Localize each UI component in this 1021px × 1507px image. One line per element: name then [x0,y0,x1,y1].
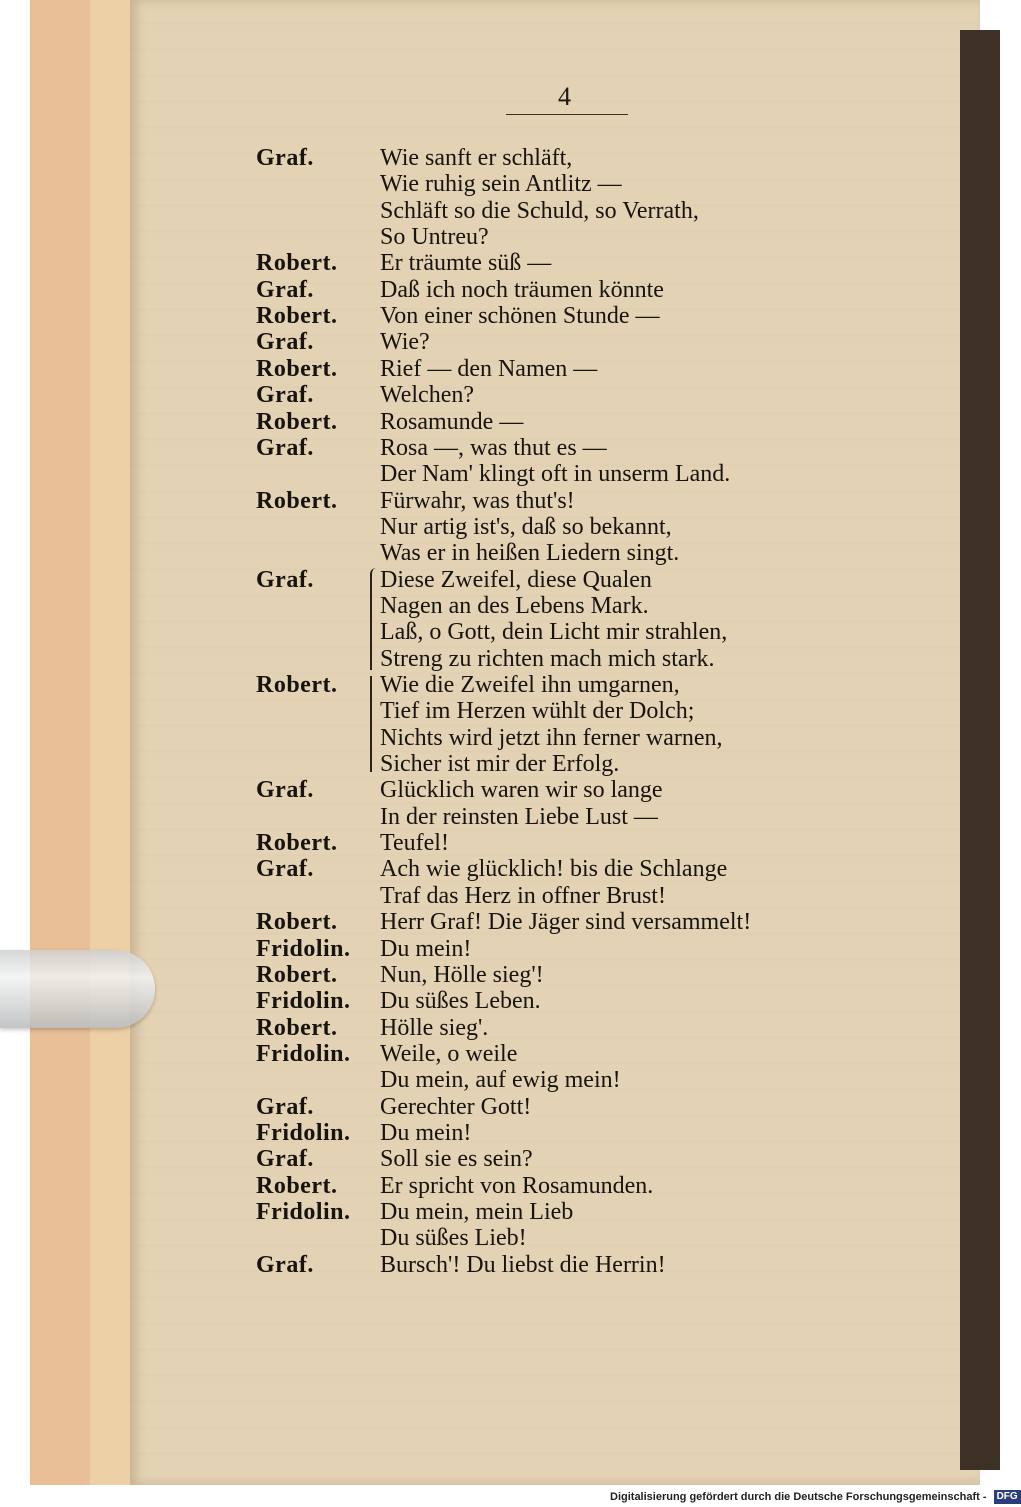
dialogue-line [0,883,960,909]
verse-text: Er träumte süß — [380,250,552,276]
dialogue-line [0,698,960,724]
speaker-name: Robert. [256,672,338,698]
verse-text: Wie sanft er schläft, [380,145,573,171]
speaker-name: Graf. [256,1146,314,1172]
dialogue-line [0,646,960,672]
verse-text: Laß, o Gott, dein Licht mir strahlen, [380,619,728,645]
verse-text: Du süßes Leben. [380,988,541,1014]
verse-text: Bursch'! Du liebst die Herrin! [380,1252,666,1278]
speaker-name: Fridolin. [256,1041,351,1067]
dialogue-line [0,725,960,751]
speaker-name: Robert. [256,830,338,856]
dialogue-line [0,936,960,962]
dialogue-line [0,567,960,593]
dialogue-line [0,329,960,355]
speaker-name: Graf. [256,382,314,408]
verse-text: Sicher ist mir der Erfolg. [380,751,620,777]
dialogue-line [0,1252,960,1278]
dialogue-line [0,1094,960,1120]
verse-text: Wie die Zweifel ihn umgarnen, [380,672,680,698]
verse-text: Fürwahr, was thut's! [380,488,575,514]
verse-text: Rosa —, was thut es — [380,435,607,461]
verse-text: Du süßes Lieb! [380,1225,527,1251]
speaker-name: Robert. [256,303,338,329]
dialogue-line [0,514,960,540]
page-number: 4 [558,82,571,111]
verse-text: Nur artig ist's, daß so bekannt, [380,514,672,540]
header-rule [506,114,628,115]
verse-text: Hölle sieg'. [380,1015,489,1041]
dialogue-line [0,593,960,619]
speaker-name: Robert. [256,409,338,435]
speaker-name: Graf. [256,145,314,171]
speaker-name: Graf. [256,567,314,593]
speaker-name: Robert. [256,356,338,382]
book-cover-edge [960,30,1000,1470]
speaker-name: Robert. [256,1173,338,1199]
dialogue-line [0,461,960,487]
verse-text: Du mein! [380,1120,472,1146]
verse-text: Welchen? [380,382,475,408]
dialogue-line [0,382,960,408]
verse-text: Weile, o weile [380,1041,518,1067]
speaker-name: Robert. [256,962,338,988]
dialogue-line [0,1015,960,1041]
digitization-credit [610,1488,1018,1507]
verse-text: Er spricht von Rosamunden. [380,1173,654,1199]
verse-text: Gerechter Gott! [380,1094,532,1120]
dialogue-line [0,171,960,197]
dialogue-line [0,224,960,250]
verse-text: Schläft so die Schuld, so Verrath, [380,198,699,224]
verse-text: Herr Graf! Die Jäger sind versammelt! [380,909,752,935]
verse-text: Ach wie glücklich! bis die Schlange [380,856,728,882]
dialogue-line [0,250,960,276]
dialogue-line [0,619,960,645]
dialogue-line [0,356,960,382]
verse-text: Du mein! [380,936,472,962]
verse-text: Teufel! [380,830,449,856]
speaker-name: Robert. [256,909,338,935]
speaker-name: Robert. [256,1015,338,1041]
speaker-name: Graf. [256,856,314,882]
speaker-name: Fridolin. [256,1120,351,1146]
dialogue-line [0,909,960,935]
dialogue-line [0,409,960,435]
dialogue-line [0,1067,960,1093]
verse-text: Rosamunde — [380,409,524,435]
speaker-name: Robert. [256,250,338,276]
speaker-name: Graf. [256,329,314,355]
speaker-name: Robert. [256,488,338,514]
dialogue-line [0,751,960,777]
dialogue-line [0,672,960,698]
dialogue-line [0,1199,960,1225]
verse-text: Wie? [380,329,430,355]
verse-text: Streng zu richten mach mich stark. [380,646,715,672]
dialogue-line [0,198,960,224]
dialogue-line [0,1173,960,1199]
verse-text: Nichts wird jetzt ihn ferner warnen, [380,725,723,751]
dialogue-line [0,777,960,803]
dfg-logo: DFG [994,1490,1021,1504]
verse-text: Traf das Herz in offner Brust! [380,883,666,909]
verse-text: Nagen an des Lebens Mark. [380,593,649,619]
verse-text: Was er in heißen Liedern singt. [380,540,680,566]
verse-text: Soll sie es sein? [380,1146,533,1172]
speaker-name: Graf. [256,1252,314,1278]
verse-text: Du mein, auf ewig mein! [380,1067,621,1093]
dialogue-line [0,804,960,830]
speaker-name: Fridolin. [256,936,351,962]
verse-bracket-graf [370,568,378,670]
dialogue-line [0,1225,960,1251]
dialogue-line [0,830,960,856]
dialogue-line [0,277,960,303]
speaker-name: Graf. [256,435,314,461]
dialogue-line [0,435,960,461]
dialogue-line [0,488,960,514]
dialogue-line [0,303,960,329]
verse-text: Der Nam' klingt oft in unserm Land. [380,461,731,487]
speaker-name: Fridolin. [256,1199,351,1225]
speaker-name: Graf. [256,777,314,803]
verse-text: Diese Zweifel, diese Qualen [380,567,652,593]
verse-text: Von einer schönen Stunde — [380,303,660,329]
dialogue-line [0,856,960,882]
verse-text: Nun, Hölle sieg'! [380,962,544,988]
dialogue-line [0,540,960,566]
credit-text: Digitalisierung gefördert durch die Deutsche Forschungsgemeinschaft - [610,1491,987,1503]
verse-text: Du mein, mein Lieb [380,1199,574,1225]
scanner-thumb-tab [0,950,155,1028]
dialogue-line [0,1146,960,1172]
verse-text: So Untreu? [380,224,489,250]
speaker-name: Fridolin. [256,988,351,1014]
verse-text: Rief — den Namen — [380,356,598,382]
speaker-name: Graf. [256,1094,314,1120]
verse-bracket-robert [370,676,378,772]
verse-text: Wie ruhig sein Antlitz — [380,171,622,197]
dialogue-line [0,145,960,171]
verse-text: In der reinsten Liebe Lust — [380,804,658,830]
dialogue-line [0,1120,960,1146]
speaker-name: Graf. [256,277,314,303]
dialogue-line [0,1041,960,1067]
verse-text: Daß ich noch träumen könnte [380,277,664,303]
verse-text: Tief im Herzen wühlt der Dolch; [380,698,695,724]
verse-text: Glücklich waren wir so lange [380,777,663,803]
